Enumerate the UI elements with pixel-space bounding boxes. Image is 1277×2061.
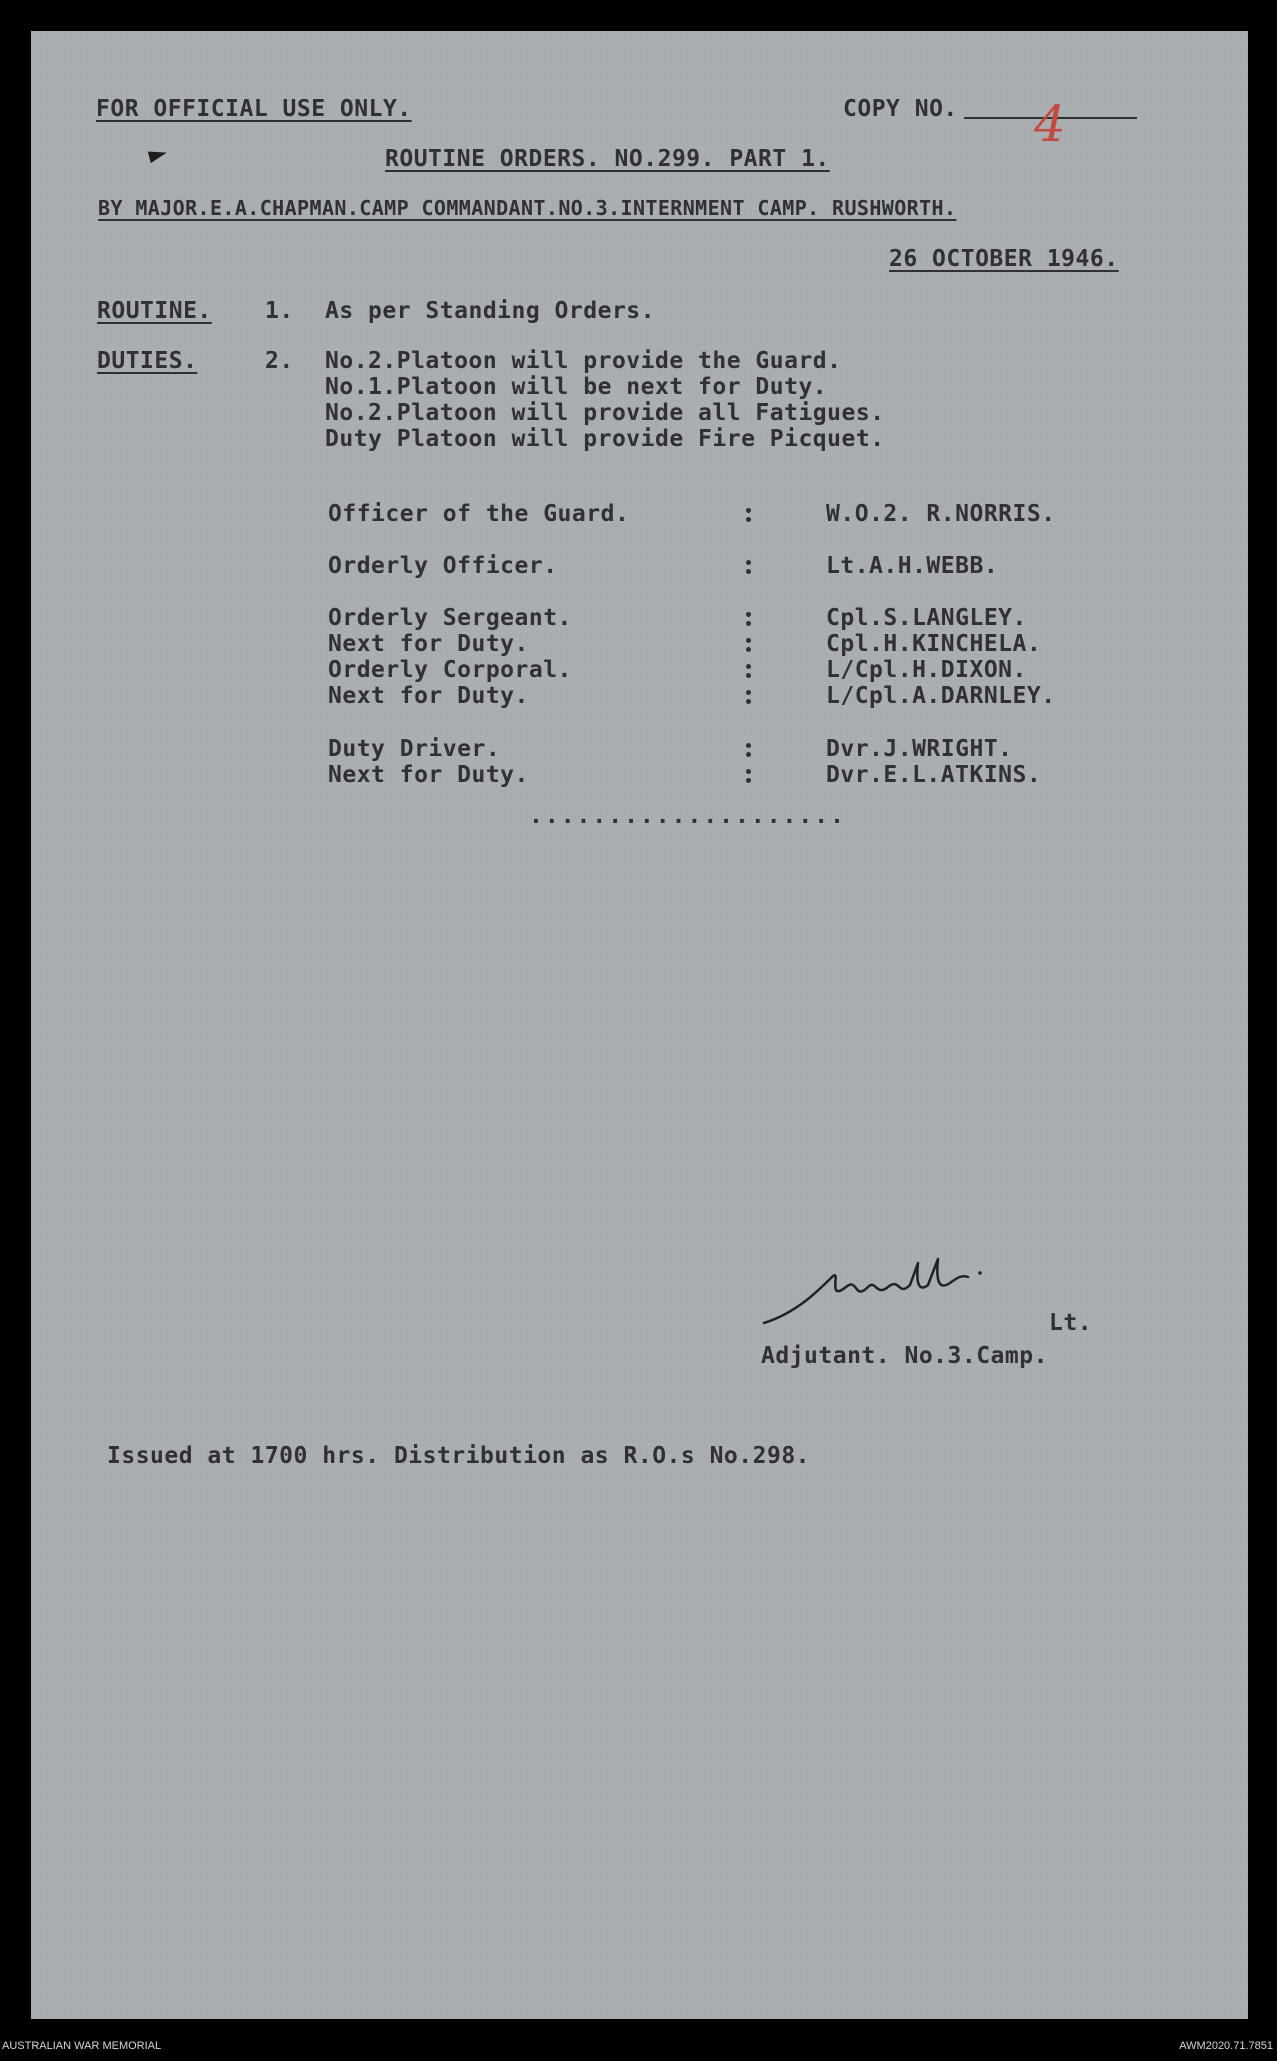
- copy-number: 4: [1034, 95, 1066, 153]
- roster-colon: [746, 560, 752, 574]
- roster-colon: [746, 612, 752, 626]
- roster-colon: [746, 638, 752, 652]
- document-page: [31, 31, 1248, 2019]
- roster-name: Cpl.H.KINCHELA.: [826, 631, 1042, 657]
- roster-name: Cpl.S.LANGLEY.: [826, 605, 1027, 631]
- duties-number: 2.: [265, 348, 294, 374]
- roster-role: Duty Driver.: [328, 736, 501, 762]
- signatory-rank: Lt.: [1049, 1310, 1093, 1336]
- routine-text: As per Standing Orders.: [325, 298, 655, 324]
- roster-name: Lt.A.H.WEBB.: [826, 553, 999, 579]
- roster-colon: [746, 743, 752, 757]
- issued-statement: Issued at 1700 hrs. Distribution as R.O.s No.298.: [107, 1443, 811, 1469]
- copy-label: COPY NO.: [843, 96, 958, 122]
- arrow-mark: [148, 147, 168, 163]
- duties-line: Duty Platoon will provide Fire Picquet.: [325, 426, 885, 452]
- duties-heading: DUTIES.: [97, 348, 198, 374]
- roster-role: Next for Duty.: [328, 631, 529, 657]
- roster-colon: [746, 508, 752, 522]
- roster-colon: [746, 690, 752, 704]
- roster-role: Orderly Sergeant.: [328, 605, 572, 631]
- routine-number: 1.: [265, 298, 294, 324]
- roster-role: Orderly Corporal.: [328, 657, 572, 683]
- classification-label: FOR OFFICIAL USE ONLY.: [96, 96, 412, 122]
- signature: [756, 1251, 996, 1331]
- authority-line: BY MAJOR.E.A.CHAPMAN.CAMP COMMANDANT.NO.3.INTERNMENT CAMP. RUSHWORTH.: [98, 196, 957, 220]
- document-date: 26 OCTOBER 1946.: [889, 246, 1119, 272]
- signatory-title: Adjutant. No.3.Camp.: [761, 1343, 1048, 1369]
- roster-role: Officer of the Guard.: [328, 501, 630, 527]
- roster-role: Next for Duty.: [328, 762, 529, 788]
- roster-name: W.O.2. R.NORRIS.: [826, 501, 1056, 527]
- duties-line: No.2.Platoon will provide all Fatigues.: [325, 400, 885, 426]
- roster-name: Dvr.E.L.ATKINS.: [826, 762, 1042, 788]
- routine-heading: ROUTINE.: [97, 298, 212, 324]
- footer-credit: AUSTRALIAN WAR MEMORIAL: [2, 2040, 162, 2052]
- duties-line: No.1.Platoon will be next for Duty.: [325, 374, 828, 400]
- roster-colon: [746, 664, 752, 678]
- separator-dots: ....................: [529, 803, 846, 829]
- roster-name: Dvr.J.WRIGHT.: [826, 736, 1013, 762]
- duties-line: No.2.Platoon will provide the Guard.: [325, 348, 842, 374]
- footer-reference: AWM2020.71.7851: [1179, 2040, 1273, 2052]
- roster-role: Orderly Officer.: [328, 553, 558, 579]
- roster-name: L/Cpl.H.DIXON.: [826, 657, 1027, 683]
- document-title: ROUTINE ORDERS. NO.299. PART 1.: [385, 146, 830, 172]
- roster-role: Next for Duty.: [328, 683, 529, 709]
- roster-name: L/Cpl.A.DARNLEY.: [826, 683, 1056, 709]
- roster-colon: [746, 769, 752, 783]
